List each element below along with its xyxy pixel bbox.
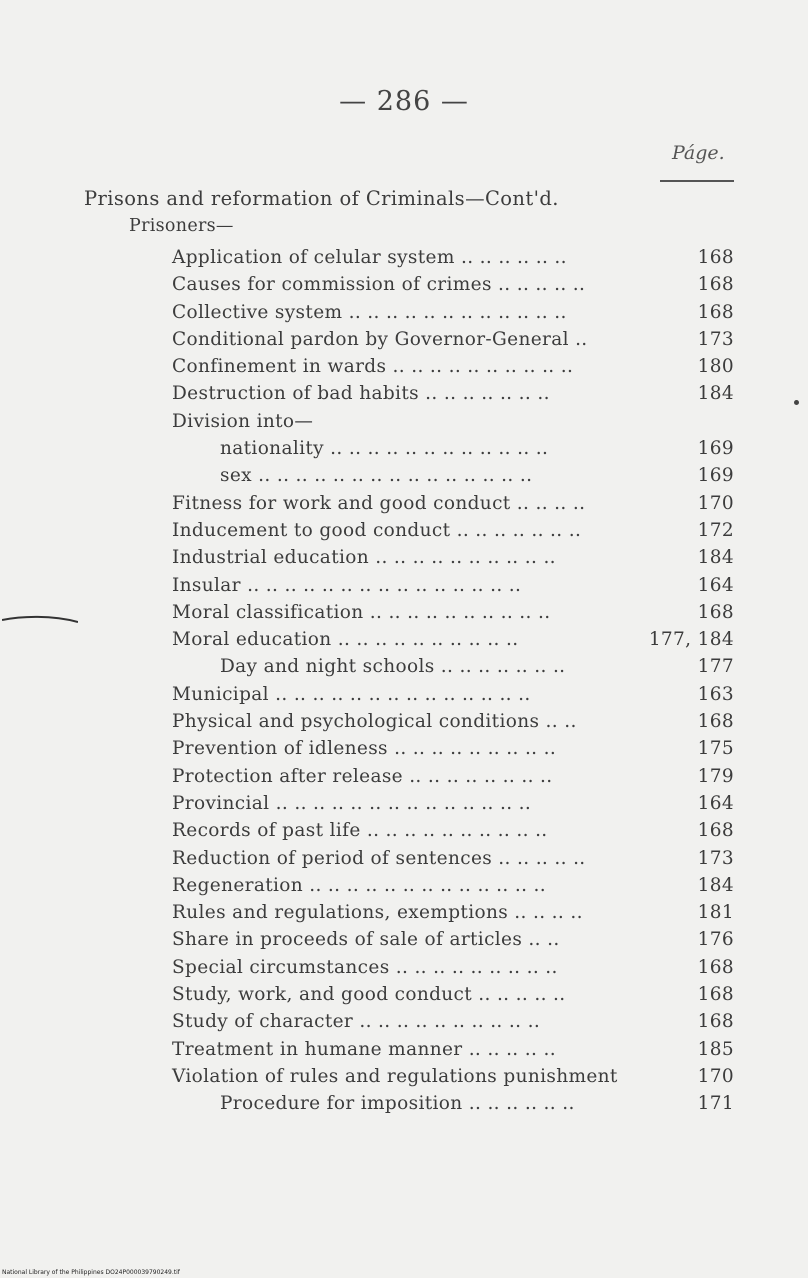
- entry-label: Reduction of period of sentences .. .. .. .. ..: [172, 847, 586, 869]
- index-entry: [172, 899, 734, 926]
- index-entry: [220, 1090, 734, 1117]
- index-entry: [172, 490, 734, 517]
- entry-page: 171: [697, 1093, 734, 1115]
- entry-label: sex .. .. .. .. .. .. .. .. .. .. .. .. .. .. ..: [220, 465, 533, 487]
- entry-label: Provincial .. .. .. .. .. .. .. .. .. .. .. .. .. ..: [172, 792, 532, 814]
- entry-page: 168: [697, 247, 734, 268]
- index-entry: [172, 544, 734, 571]
- index-entry: [172, 572, 734, 599]
- entry-page: 181: [697, 902, 734, 924]
- entry-label: Inducement to good conduct .. .. .. .. .. .. ..: [172, 519, 582, 541]
- entry-page: 184: [697, 547, 734, 569]
- entry-label: nationality .. .. .. .. .. .. .. .. .. .. .. ..: [220, 438, 549, 460]
- entry-label: Fitness for work and good conduct .. .. .. ..: [172, 492, 586, 514]
- entry-label: Special circumstances .. .. .. .. .. .. .. .. ..: [172, 956, 558, 978]
- entry-label: Municipal .. .. .. .. .. .. .. .. .. .. .. .. .. ..: [172, 683, 531, 705]
- entry-label: Study, work, and good conduct .. .. .. .. ..: [172, 984, 566, 1006]
- entry-page: 168: [697, 1011, 734, 1033]
- entry-page: 168: [697, 301, 734, 323]
- index-entry: [172, 244, 734, 271]
- entry-page: 177: [697, 656, 734, 678]
- entry-label: Day and night schools .. .. .. .. .. .. ..: [220, 656, 566, 678]
- index-entry: [220, 462, 734, 489]
- entry-page: 173: [697, 328, 734, 350]
- entry-page: 184: [697, 874, 734, 896]
- index-entry: [172, 299, 734, 326]
- entry-label: Rules and regulations, exemptions .. .. .. ..: [172, 902, 583, 924]
- entry-page: 180: [697, 356, 734, 378]
- page-number: — 286 —: [339, 86, 469, 117]
- entry-page: 168: [697, 820, 734, 842]
- entry-label: Violation of rules and regulations punishment: [172, 1065, 618, 1087]
- entry-page: 185: [697, 1038, 734, 1060]
- index-entries: [0, 244, 808, 1118]
- index-entry: [172, 271, 734, 298]
- index-entry: [172, 926, 734, 953]
- index-entry: [172, 681, 734, 708]
- entry-label: Division into—: [172, 410, 314, 432]
- index-entry: [172, 763, 734, 790]
- ink-dot-mark: [794, 400, 799, 405]
- index-entry: [172, 790, 734, 817]
- entry-label: Destruction of bad habits .. .. .. .. .. .. ..: [172, 383, 550, 405]
- entry-page: 184: [697, 383, 734, 405]
- entry-label: Records of past life .. .. .. .. .. .. .. .. .. ..: [172, 820, 548, 842]
- index-entry: [172, 735, 734, 762]
- entry-label: Causes for commission of crimes .. .. .. .. ..: [172, 274, 586, 296]
- entry-page: 172: [697, 519, 734, 541]
- entry-page: 175: [697, 738, 734, 760]
- entry-label: Insular .. .. .. .. .. .. .. .. .. .. .. .. .. .. ..: [172, 574, 522, 596]
- entry-page: 177, 184: [648, 629, 734, 651]
- page-column-rule: [660, 180, 734, 182]
- entry-label: Regeneration .. .. .. .. .. .. .. .. .. .. .. .. ..: [172, 874, 547, 896]
- entry-page: 168: [697, 601, 734, 623]
- entry-page: 164: [697, 792, 734, 814]
- entry-page: 168: [697, 956, 734, 978]
- index-entry: [172, 408, 734, 435]
- entry-page: 170: [697, 1065, 734, 1087]
- entry-page: 163: [697, 683, 734, 705]
- index-entry: [172, 626, 734, 653]
- entry-page: 169: [697, 438, 734, 460]
- scan-footer: National Library of the Philippines DO24P000039790249.tif: [2, 1269, 180, 1276]
- index-entry: [172, 599, 734, 626]
- entry-label: Conditional pardon by Governor-General ..: [172, 328, 588, 350]
- index-entry: [172, 380, 734, 407]
- index-entry: [172, 353, 734, 380]
- index-subheading: Prisoners—: [129, 216, 234, 236]
- index-entry: [172, 845, 734, 872]
- entry-label: Share in proceeds of sale of articles .. ..: [172, 929, 560, 951]
- entry-label: Industrial education .. .. .. .. .. .. .. .. .. ..: [172, 547, 556, 569]
- index-entry: [220, 435, 734, 462]
- entry-page: 168: [697, 711, 734, 733]
- entry-label: Confinement in wards .. .. .. .. .. .. .. .. .. ..: [172, 356, 574, 378]
- index-entry: [220, 653, 734, 680]
- page-column-label: Páge.: [672, 142, 725, 164]
- entry-label: Procedure for imposition .. .. .. .. .. ..: [220, 1093, 575, 1115]
- index-entry: [172, 981, 734, 1008]
- index-heading: Prisons and reformation of Criminals—Cont'd.: [84, 187, 559, 210]
- entry-page: 176: [697, 929, 734, 951]
- entry-label: Collective system .. .. .. .. .. .. .. .. .. .. .. ..: [172, 301, 567, 323]
- entry-label: Prevention of idleness .. .. .. .. .. .. .. .. ..: [172, 738, 557, 760]
- entry-label: Moral education .. .. .. .. .. .. .. .. .. ..: [172, 629, 519, 651]
- margin-pencil-mark: [2, 612, 78, 626]
- entry-page: 169: [697, 465, 734, 487]
- index-entry: [172, 708, 734, 735]
- index-entry: [172, 1063, 734, 1090]
- entry-page: 168: [697, 984, 734, 1006]
- entry-label: Protection after release .. .. .. .. .. .. .. ..: [172, 765, 553, 787]
- index-entry: [172, 954, 734, 981]
- entry-page: 168: [697, 274, 734, 296]
- index-entry: [172, 517, 734, 544]
- entry-page: 179: [697, 765, 734, 787]
- entry-page: 173: [697, 847, 734, 869]
- entry-label: Moral classification .. .. .. .. .. .. .. .. .. ..: [172, 601, 551, 623]
- entry-label: Treatment in humane manner .. .. .. .. ..: [172, 1038, 556, 1060]
- index-entry: [172, 817, 734, 844]
- entry-label: Application of celular system .. .. .. .. .. ..: [172, 247, 567, 268]
- index-entry: [172, 1036, 734, 1063]
- entry-label: Study of character .. .. .. .. .. .. .. .. .. ..: [172, 1011, 541, 1033]
- entry-page: 170: [697, 492, 734, 514]
- entry-label: Physical and psychological conditions .. ..: [172, 711, 577, 733]
- index-entry: [172, 872, 734, 899]
- index-entry: [172, 326, 734, 353]
- entry-page: 164: [697, 574, 734, 596]
- index-entry: [172, 1008, 734, 1035]
